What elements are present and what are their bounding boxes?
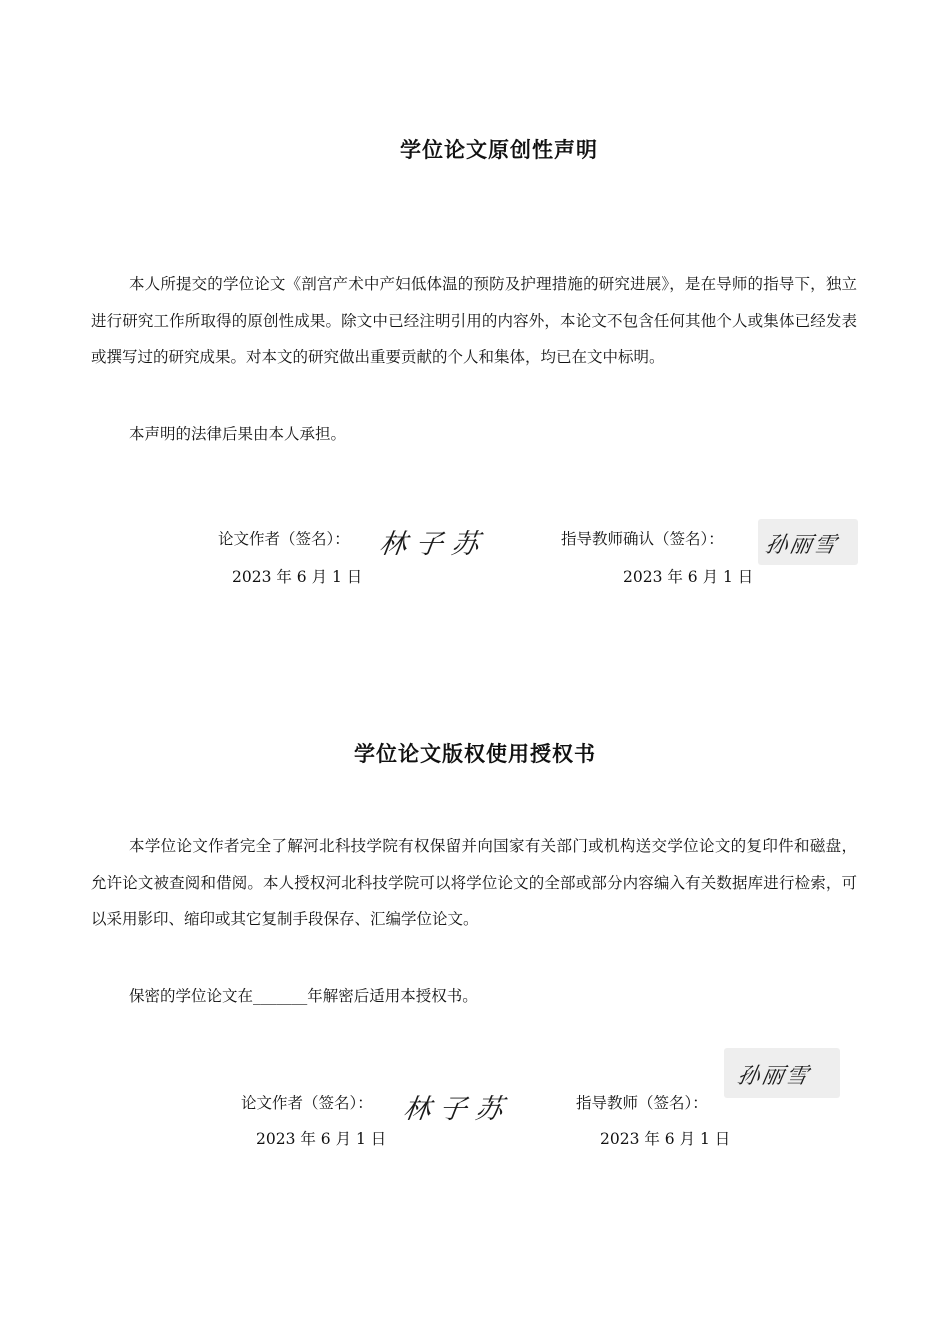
declaration-advisor-signature-image [758, 519, 858, 565]
declaration-title: 学位论文原创性声明 [400, 138, 598, 162]
declaration-author-label: 论文作者（签名）： [218, 530, 350, 548]
authorization-paragraph-1: 本学位论文作者完全了解河北科技学院有权保留并向国家有关部门或机构送交学位论文的复印件和磁盘，允许论文被查阅和借阅。本人授权河北科技学院可以将学位论文的全部或部分内容编入有关数据库进行检索，可以采用影印、缩印或其它复制手段保存、汇编学位论文。 [91, 837, 857, 928]
authorization-advisor-signature-image [724, 1048, 840, 1098]
authorization-advisor-signature: 孙丽雪 [735, 1064, 812, 1089]
declaration-author-signature: 林子苏 [377, 529, 490, 560]
authorization-paragraph-2: 保密的学位论文在_______年解密后适用本授权书。 [129, 987, 478, 1005]
declaration-advisor-date: 2023 年 6 月 1 日 [623, 568, 754, 586]
declaration-advisor-label: 指导教师确认（签名）： [561, 530, 724, 548]
declaration-author-date: 2023 年 6 月 1 日 [232, 568, 363, 586]
authorization-author-label: 论文作者（签名）： [241, 1094, 373, 1112]
authorization-title: 学位论文版权使用授权书 [354, 742, 596, 766]
authorization-author-date: 2023 年 6 月 1 日 [256, 1130, 387, 1148]
authorization-author-signature: 林子苏 [401, 1094, 514, 1125]
declaration-paragraph-1: 本人所提交的学位论文《剖宫产术中产妇低体温的预防及护理措施的研究进展》，是在导师的指导下，独立进行研究工作所取得的原创性成果。除文中已经注明引用的内容外，本论文不包含任何其他个人或集体已经发表或撰写过的研究成果。对本文的研究做出重要贡献的个人和集体，均已在文中标明。 [91, 275, 857, 366]
declaration-advisor-signature: 孙丽雪 [763, 533, 840, 558]
declaration-paragraph-2: 本声明的法律后果由本人承担。 [129, 425, 347, 443]
authorization-advisor-label: 指导教师（签名）： [576, 1094, 708, 1112]
authorization-advisor-date: 2023 年 6 月 1 日 [600, 1130, 731, 1148]
